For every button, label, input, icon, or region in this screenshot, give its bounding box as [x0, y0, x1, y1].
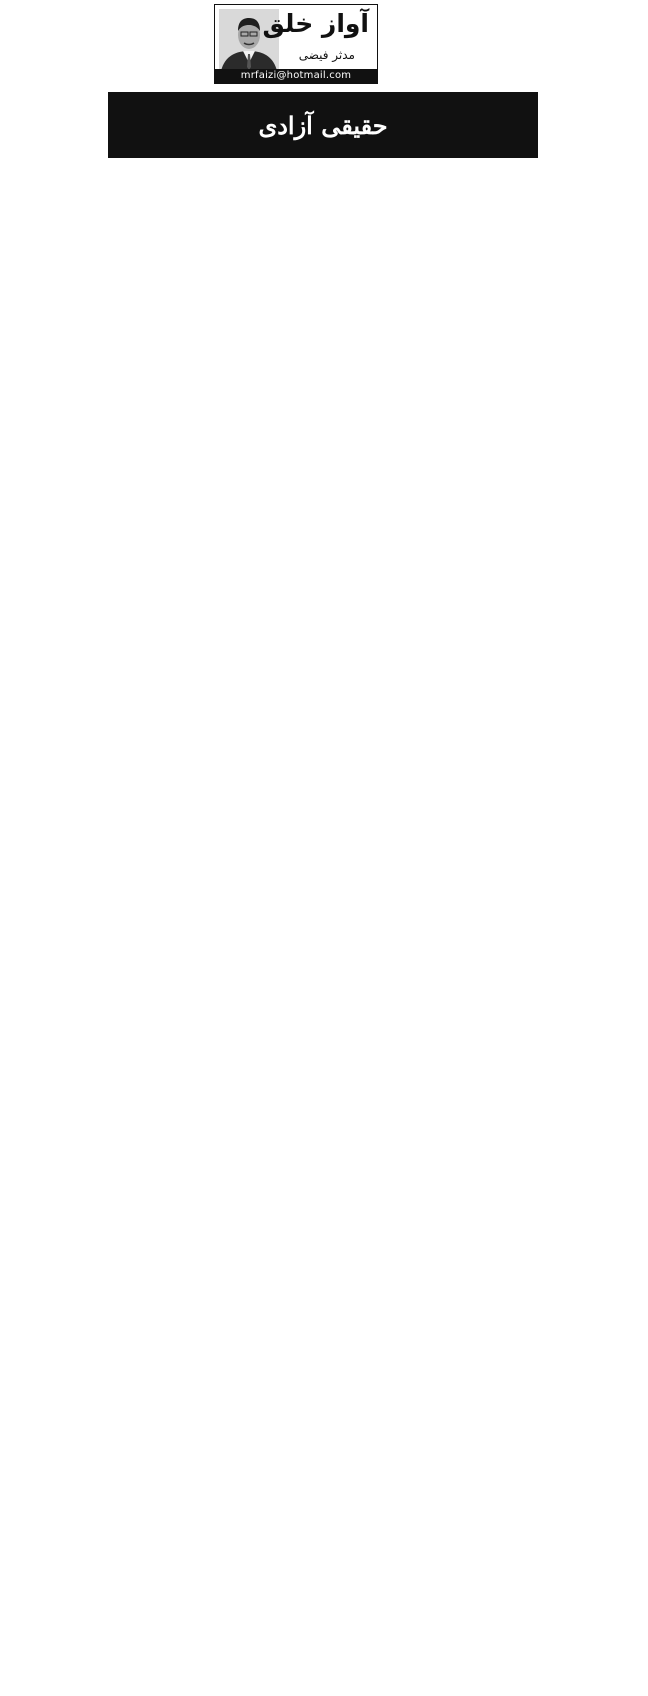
- column-masthead: [214, 4, 378, 84]
- headline-banner: [108, 92, 538, 158]
- column-title: آواز خلق: [262, 9, 369, 38]
- article-headline: حقیقی آزادی: [258, 110, 388, 140]
- writer-name: مدثر فیضی: [298, 48, 355, 62]
- writer-email: mrfaizi@hotmail.com: [215, 69, 377, 83]
- article-body: [14, 166, 634, 1688]
